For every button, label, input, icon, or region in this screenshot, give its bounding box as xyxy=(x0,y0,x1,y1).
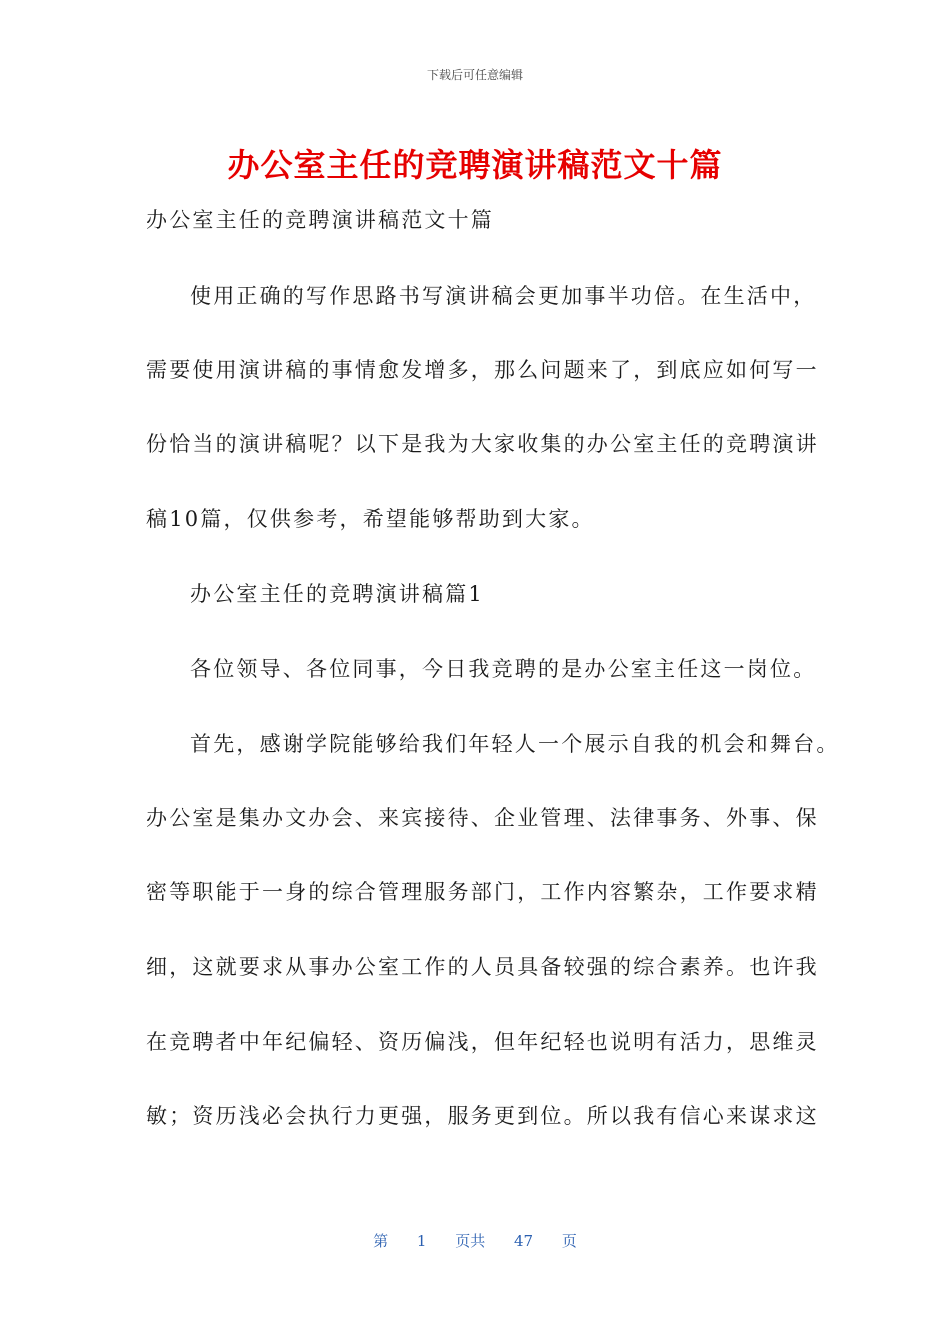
body-line: 份恰当的演讲稿呢？以下是我为大家收集的办公室主任的竞聘演讲 xyxy=(146,432,819,456)
footer-middle: 页共 xyxy=(455,1232,486,1250)
footer-page-number: 1 xyxy=(416,1232,427,1250)
subtitle-line: 办公室主任的竞聘演讲稿范文十篇 xyxy=(146,208,494,232)
body-line: 敏；资历浅必会执行力更强，服务更到位。所以我有信心来谋求这 xyxy=(146,1104,819,1128)
body-line: 在竞聘者中年纪偏轻、资历偏浅，但年纪轻也说明有活力，思维灵 xyxy=(146,1030,819,1054)
footer-suffix: 页 xyxy=(561,1232,577,1250)
footer-prefix: 第 xyxy=(373,1232,389,1250)
body-line: 细，这就要求从事办公室工作的人员具备较强的综合素养。也许我 xyxy=(146,955,819,979)
body-line: 办公室是集办文办会、来宾接待、企业管理、法律事务、外事、保 xyxy=(146,806,819,830)
section-heading: 办公室主任的竞聘演讲稿篇1 xyxy=(190,582,484,606)
document-title: 办公室主任的竞聘演讲稿范文十篇 xyxy=(227,146,723,184)
body-line: 稿10篇，仅供参考，希望能够帮助到大家。 xyxy=(146,507,595,531)
footer-total-pages: 47 xyxy=(514,1232,534,1250)
body-line: 首先，感谢学院能够给我们年轻人一个展示自我的机会和舞台。 xyxy=(190,732,840,756)
body-line: 使用正确的写作思路书写演讲稿会更加事半功倍。在生活中， xyxy=(190,284,817,308)
body-line: 需要使用演讲稿的事情愈发增多，那么问题来了，到底应如何写一 xyxy=(146,358,819,382)
body-line: 密等职能于一身的综合管理服务部门，工作内容繁杂，工作要求精 xyxy=(146,880,819,904)
body-line: 各位领导、各位同事，今日我竞聘的是办公室主任这一岗位。 xyxy=(190,657,817,681)
header-note: 下载后可任意编辑 xyxy=(426,68,523,82)
page-footer xyxy=(0,1230,950,1251)
